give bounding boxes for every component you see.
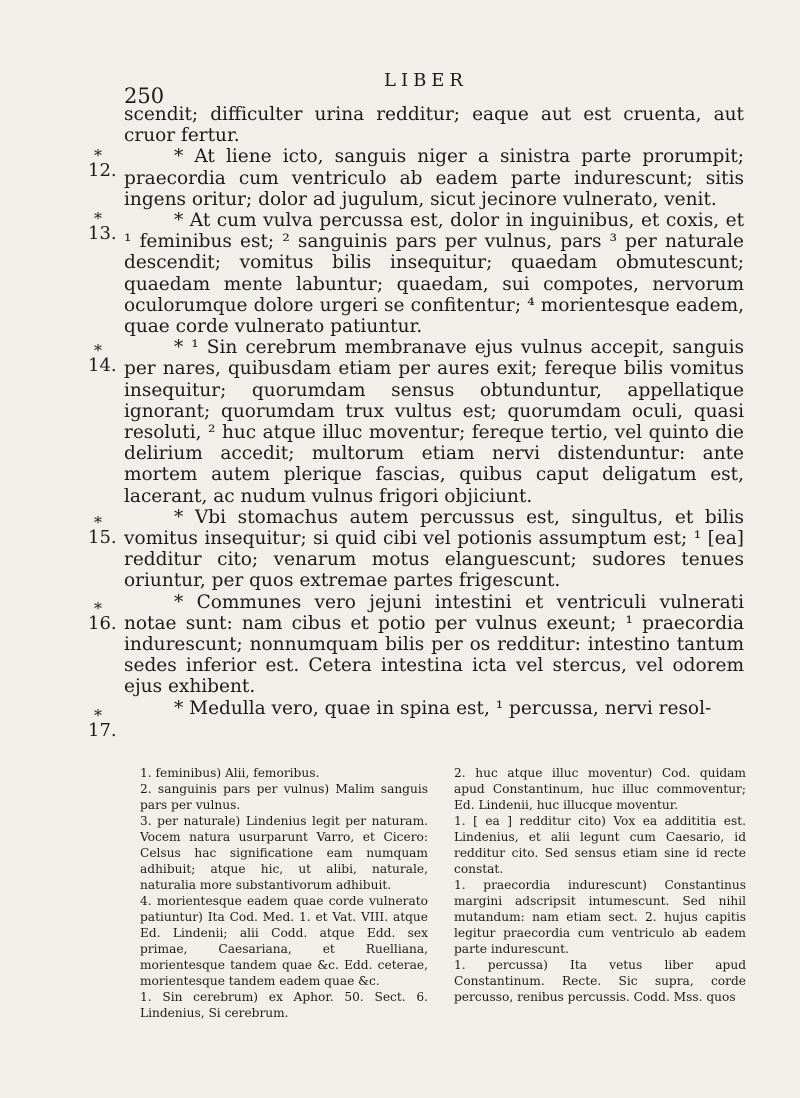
paragraph-section-13: * At cum vulva percussa est, dolor in inguinibus, et coxis, et ¹ feminibus est; ² sanguinis pars per vulnus, pars ³ per naturale descendit; vomitus bilis insequitur; quaedam obmutescunt; quaedam mente labuntur; quaedam, sui compotes, nervorum oculorumque dolore urgeri se confitentur; ⁴ morientesque eadem, quae corde vulnerato patiuntur.	[124, 210, 744, 338]
paragraph-section-17: * Medulla vero, quae in spina est, ¹ percussa, nervi resol-	[174, 697, 712, 719]
footnote: 4. morientesque eadem quae corde vulnerato patiuntur) Ita Cod. Med. 1. et Vat. VIII. atque Ed. Lindenii; alii Codd. atque Edd. sex primae, Caesariana, et Ruelliana, morientesque tandem quae &c. Edd. ceterae, morientesque tandem eadem quae &c.	[140, 894, 428, 988]
section-star: *	[94, 209, 102, 228]
section-marker-14	[88, 341, 122, 376]
section-marker-15	[88, 513, 122, 548]
section-number: 16.	[88, 613, 117, 634]
page-number: 250	[124, 84, 165, 108]
section-marker-12	[88, 146, 122, 181]
paragraph-section-12: * At liene icto, sanguis niger a sinistra parte prorumpit; praecordia cum ventriculo ab eadem parte indurescunt; sitis ingens oritur; dolor ad jugulum, sicut jecinore vulnerato, venit.	[124, 146, 744, 210]
section-number: 13.	[88, 223, 117, 244]
footnote: 2. sanguinis pars per vulnus) Malim sanguis pars per vulnus.	[140, 782, 428, 812]
paragraph-continuation: scendit; difficulter urina redditur; eaque aut est cruenta, aut cruor fertur.	[124, 104, 744, 147]
section-number: 12.	[88, 160, 117, 181]
footnotes-right	[454, 765, 746, 1005]
paragraph-section-14: * ¹ Sin cerebrum membranave ejus vulnus accepit, sanguis per nares, quibusdam etiam per aures exit; fereque bilis vomitus insequitur; quorumdam sensus obtunduntur, appellatique ignorant; quorumdam trux vultus est; quorumdam oculi, quasi resoluti, ² huc atque illuc moventur; fereque tertio, vel quinto die delirium accedit; multorum etiam nervi distenduntur: ante mortem autem plerique fascias, quibus caput deligatum est, lacerant, ac nudum vulnus frigori objiciunt.	[124, 337, 744, 507]
section-star: *	[94, 341, 102, 360]
section-star: *	[94, 146, 102, 165]
section-marker-17	[88, 706, 122, 741]
footnote: 1. feminibus) Alii, femoribus.	[140, 766, 320, 780]
footnote: 1. percussa) Ita vetus liber apud Constantinum. Recte. Sic supra, corde percusso, renibus percussis. Codd. Mss. quos	[454, 958, 746, 1004]
running-head: LIBER	[384, 70, 468, 91]
footnote: 1. Sin cerebrum) ex Aphor. 50. Sect. 6. Lindenius, Si cerebrum.	[140, 990, 428, 1020]
footnote: 2. huc atque illuc moventur) Cod. quidam apud Constantinum, huc illuc commoventur; Ed. Lindenii, huc illucque moventur.	[454, 766, 746, 812]
section-marker-13	[88, 209, 122, 244]
paragraph-section-16: * Communes vero jejuni intestini et ventriculi vulnerati notae sunt: nam cibus et potio per vulnus exeunt; ¹ praecordia indurescunt; nonnumquam bilis per os redditur: intestino tantum sedes inferior est. Cetera intestina icta vel stercus, vel odorem ejus exhibent.	[124, 591, 744, 698]
section-number: 14.	[88, 355, 117, 376]
section-star: *	[94, 513, 102, 532]
footnote: 1. praecordia indurescunt) Constantinus margini adscripsit intumescunt. Sed nihil mutandum: nam etiam sect. 2. hujus capitis legitur praecordia cum ventriculo ab eadem parte indurescunt.	[454, 878, 746, 956]
section-star: *	[94, 599, 102, 618]
main-text	[124, 104, 744, 719]
section-number: 17.	[88, 720, 117, 741]
paragraph-section-15: * Vbi stomachus autem percussus est, singultus, et bilis vomitus insequitur; si quid cibi vel potionis assumptum est; ¹ [ea] redditur cito; venarum motus elanguescunt; sudores tenues oriuntur, per quos extremae partes frigescunt.	[124, 506, 744, 592]
footnote: 1. [ ea ] redditur cito) Vox ea addititia est. Lindenius, et alii legunt cum Caesario, id redditur cito. Sed sensus etiam sine id recte constat.	[454, 814, 746, 876]
footnotes-left	[140, 765, 428, 1021]
footnote: 3. per naturale) Lindenius legit per naturam. Vocem natura usurparunt Varro, et Cicero: Celsus hac significatione eam numquam adhibuit; atque hic, ut alibi, naturale, naturalia more substantivorum adhibuit.	[140, 814, 428, 892]
section-marker-16	[88, 599, 122, 634]
section-star: *	[94, 706, 102, 725]
section-number: 15.	[88, 527, 117, 548]
